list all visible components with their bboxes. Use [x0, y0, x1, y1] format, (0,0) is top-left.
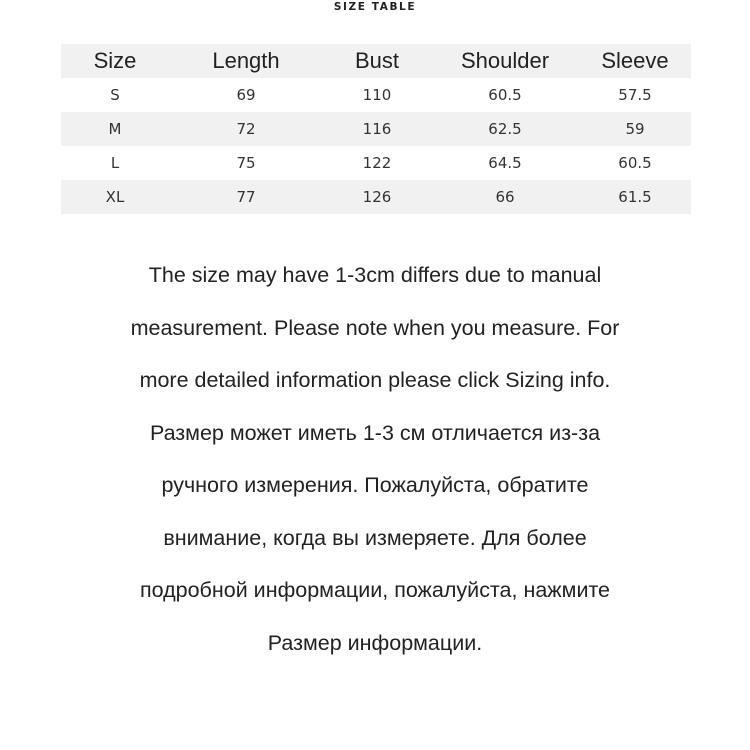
cell-sleeve: 60.5	[618, 154, 652, 172]
cell-shoulder: 64.5	[488, 154, 522, 172]
table-row	[61, 146, 691, 180]
page-title: SIZE TABLE	[333, 1, 417, 13]
header-length: Length	[169, 44, 323, 78]
cell-bust: 116	[323, 112, 431, 146]
cell-bust: 126	[323, 180, 431, 214]
cell-size: XL	[61, 180, 169, 214]
cell-shoulder: 66	[431, 180, 579, 214]
cell-size: S	[110, 86, 120, 104]
cell-length: 69	[236, 86, 256, 104]
cell-length: 72	[169, 112, 323, 146]
cell-sleeve: 61.5	[579, 180, 691, 214]
cell-shoulder: 62.5	[431, 112, 579, 146]
cell-sleeve: 59	[579, 112, 691, 146]
cell-bust: 110	[362, 86, 392, 104]
header-bust: Bust	[323, 44, 431, 78]
note-line: The size may have 1-3cm differs due to manual	[148, 263, 602, 287]
table-row	[61, 78, 691, 112]
table-header-row	[61, 44, 691, 78]
note-line: more detailed information please click Sizing info.	[139, 368, 611, 392]
table-row	[61, 180, 691, 214]
table-row	[61, 112, 691, 146]
note-line: подробной информации, пожалуйста, нажмите	[139, 578, 611, 602]
header-size: Size	[61, 44, 169, 78]
cell-sleeve: 57.5	[618, 86, 652, 104]
note-line: measurement. Please note when you measure. For	[130, 315, 620, 340]
cell-size: M	[61, 112, 169, 146]
cell-shoulder: 60.5	[488, 86, 522, 104]
size-notes	[40, 249, 710, 669]
cell-length: 77	[169, 180, 323, 214]
note-line: Размер информации.	[267, 630, 483, 655]
size-table	[61, 44, 691, 214]
header-sleeve: Sleeve	[579, 44, 691, 78]
note-line: внимание, когда вы измеряете. Для более	[163, 525, 587, 550]
note-line: Размер может иметь 1-3 см отличается из-за	[149, 420, 601, 445]
header-shoulder: Shoulder	[431, 44, 579, 78]
cell-size: L	[110, 154, 120, 172]
note-line: ручного измерения. Пожалуйста, обратите	[161, 473, 589, 497]
cell-length: 75	[236, 154, 256, 172]
cell-bust: 122	[362, 154, 392, 172]
